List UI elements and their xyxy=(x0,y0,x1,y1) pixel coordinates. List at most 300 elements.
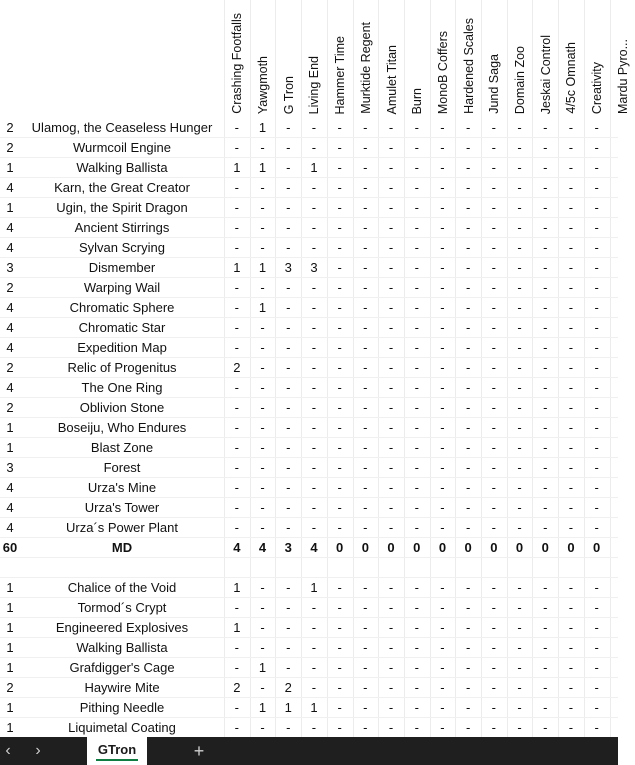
matchup-value-cell[interactable]: - xyxy=(543,260,548,275)
matchup-value-cell[interactable]: 1 xyxy=(258,660,267,675)
matchup-value-cell[interactable]: - xyxy=(414,700,419,715)
matchup-value-cell[interactable]: - xyxy=(491,240,497,255)
matchup-value-cell[interactable]: - xyxy=(543,120,548,135)
matchup-value-cell[interactable]: - xyxy=(465,200,471,215)
matchup-value-cell[interactable]: - xyxy=(491,480,497,495)
matchup-value-cell[interactable]: - xyxy=(286,620,291,635)
matchup-value-cell[interactable]: - xyxy=(594,600,599,615)
matchup-value-cell[interactable]: - xyxy=(311,420,317,435)
card-name-cell[interactable]: Sylvan Scrying xyxy=(79,240,165,255)
matchup-value-cell[interactable]: - xyxy=(491,700,497,715)
matchup-value-cell[interactable]: - xyxy=(465,280,471,295)
matchup-value-cell[interactable]: - xyxy=(414,500,419,515)
matchup-value-cell[interactable]: - xyxy=(286,140,291,155)
matchup-value-cell[interactable]: - xyxy=(440,320,445,335)
matchup-value-cell[interactable]: - xyxy=(260,320,265,335)
matchup-value-cell[interactable]: - xyxy=(517,340,522,355)
card-name-cell[interactable]: Grafdigger's Cage xyxy=(69,660,175,675)
matchup-value-cell[interactable]: - xyxy=(568,480,574,495)
matchup-value-cell[interactable]: - xyxy=(363,480,368,495)
column-header[interactable] xyxy=(584,0,610,118)
card-count-cell[interactable]: 2 xyxy=(6,140,14,155)
matchup-value-cell[interactable]: - xyxy=(594,200,599,215)
table-row[interactable] xyxy=(0,658,618,678)
matchup-value-cell[interactable]: - xyxy=(286,180,291,195)
matchup-value-cell[interactable]: 1 xyxy=(233,580,241,595)
matchup-value-cell[interactable]: - xyxy=(363,180,368,195)
matchup-value-cell[interactable]: - xyxy=(388,660,394,675)
card-count-cell[interactable]: 2 xyxy=(6,280,14,295)
matchup-value-cell[interactable]: - xyxy=(363,440,368,455)
matchup-value-cell[interactable]: - xyxy=(388,380,394,395)
matchup-value-cell[interactable]: 0 xyxy=(464,540,472,555)
card-name-cell[interactable]: Karn, the Great Creator xyxy=(54,180,190,195)
matchup-value-cell[interactable]: - xyxy=(337,640,342,655)
card-count-cell[interactable]: 4 xyxy=(6,180,14,195)
matchup-value-cell[interactable]: - xyxy=(337,340,342,355)
matchup-value-cell[interactable]: - xyxy=(568,320,574,335)
matchup-value-cell[interactable]: - xyxy=(543,640,548,655)
card-name-cell[interactable]: The One Ring xyxy=(81,380,163,395)
matchup-value-cell[interactable]: - xyxy=(337,580,342,595)
matchup-value-cell[interactable]: - xyxy=(363,260,368,275)
sheet-tab-gtron[interactable] xyxy=(87,737,147,765)
matchup-value-cell[interactable]: 2 xyxy=(284,680,292,695)
matchup-value-cell[interactable]: - xyxy=(465,600,471,615)
matchup-value-cell[interactable]: - xyxy=(491,460,497,475)
matchup-value-cell[interactable]: - xyxy=(491,180,497,195)
table-row[interactable] xyxy=(0,158,618,178)
card-count-cell[interactable]: 4 xyxy=(6,240,14,255)
column-header[interactable] xyxy=(610,0,635,118)
card-count-cell[interactable]: 2 xyxy=(6,120,14,135)
matchup-value-cell[interactable]: - xyxy=(543,420,548,435)
matchup-value-cell[interactable]: 0 xyxy=(413,540,421,555)
matchup-value-cell[interactable]: - xyxy=(491,660,497,675)
matchup-value-cell[interactable]: - xyxy=(337,480,342,495)
matchup-value-cell[interactable]: - xyxy=(440,380,445,395)
matchup-value-cell[interactable]: - xyxy=(568,360,574,375)
matchup-value-cell[interactable]: - xyxy=(517,680,522,695)
matchup-value-cell[interactable]: - xyxy=(414,720,419,735)
table-row[interactable] xyxy=(0,578,618,598)
matchup-value-cell[interactable]: - xyxy=(337,600,342,615)
matchup-value-cell[interactable]: - xyxy=(311,360,317,375)
matchup-value-cell[interactable]: - xyxy=(568,700,574,715)
matchup-value-cell[interactable]: - xyxy=(286,240,291,255)
matchup-value-cell[interactable]: - xyxy=(517,320,522,335)
matchup-value-cell[interactable]: - xyxy=(440,240,445,255)
matchup-value-cell[interactable]: - xyxy=(440,580,445,595)
matchup-value-cell[interactable]: - xyxy=(517,420,522,435)
table-row[interactable] xyxy=(0,438,618,458)
matchup-value-cell[interactable]: - xyxy=(491,520,497,535)
matchup-value-cell[interactable]: - xyxy=(543,400,548,415)
matchup-value-cell[interactable]: - xyxy=(440,300,445,315)
matchup-value-cell[interactable]: - xyxy=(311,460,317,475)
matchup-value-cell[interactable]: - xyxy=(234,240,240,255)
matchup-value-cell[interactable]: - xyxy=(234,640,240,655)
column-header[interactable] xyxy=(378,0,404,118)
matchup-value-cell[interactable]: - xyxy=(388,300,394,315)
matchup-value-cell[interactable]: - xyxy=(311,680,317,695)
column-header[interactable] xyxy=(327,0,353,118)
matchup-value-cell[interactable]: - xyxy=(414,680,419,695)
matchup-value-cell[interactable]: - xyxy=(234,320,240,335)
matchup-value-cell[interactable]: - xyxy=(388,720,394,735)
matchup-value-cell[interactable]: - xyxy=(311,140,317,155)
matchup-value-cell[interactable]: - xyxy=(465,240,471,255)
matchup-value-cell[interactable]: - xyxy=(337,620,342,635)
card-count-cell[interactable]: 4 xyxy=(6,300,14,315)
matchup-value-cell[interactable]: - xyxy=(568,240,574,255)
matchup-value-cell[interactable]: - xyxy=(286,440,291,455)
matchup-value-cell[interactable]: - xyxy=(363,600,368,615)
matchup-value-cell[interactable]: - xyxy=(363,420,368,435)
card-count-cell[interactable]: 1 xyxy=(6,580,14,595)
matchup-value-cell[interactable]: - xyxy=(363,520,368,535)
matchup-value-cell[interactable]: - xyxy=(568,680,574,695)
matchup-value-cell[interactable]: - xyxy=(517,240,522,255)
card-count-cell[interactable]: 1 xyxy=(6,200,14,215)
matchup-value-cell[interactable]: - xyxy=(491,140,497,155)
matchup-value-cell[interactable]: - xyxy=(363,360,368,375)
card-name-cell[interactable]: Wurmcoil Engine xyxy=(72,140,172,155)
matchup-value-cell[interactable]: - xyxy=(543,180,548,195)
matchup-value-cell[interactable]: - xyxy=(337,420,342,435)
matchup-value-cell[interactable]: - xyxy=(594,620,599,635)
matchup-value-cell[interactable]: - xyxy=(260,180,265,195)
matchup-value-cell[interactable]: - xyxy=(311,240,317,255)
matchup-value-cell[interactable]: 0 xyxy=(567,540,575,555)
matchup-value-cell[interactable]: - xyxy=(440,440,445,455)
matchup-value-cell[interactable]: 0 xyxy=(515,540,524,555)
matchup-value-cell[interactable]: - xyxy=(517,700,522,715)
matchup-value-cell[interactable]: - xyxy=(311,440,317,455)
matchup-value-cell[interactable]: - xyxy=(491,260,497,275)
matchup-value-cell[interactable]: - xyxy=(260,240,265,255)
matchup-value-cell[interactable]: - xyxy=(337,460,342,475)
matchup-value-cell[interactable]: - xyxy=(517,480,522,495)
matchup-value-cell[interactable]: - xyxy=(337,140,342,155)
matchup-value-cell[interactable]: 1 xyxy=(258,260,267,275)
matchup-value-cell[interactable]: - xyxy=(594,720,599,735)
matchup-value-cell[interactable]: - xyxy=(388,360,394,375)
matchup-value-cell[interactable]: - xyxy=(517,200,522,215)
matchup-value-cell[interactable]: - xyxy=(260,440,265,455)
matchup-value-cell[interactable]: - xyxy=(388,500,394,515)
matchup-value-cell[interactable]: - xyxy=(311,480,317,495)
matchup-value-cell[interactable]: - xyxy=(234,480,240,495)
matchup-value-cell[interactable]: - xyxy=(594,520,599,535)
column-header[interactable] xyxy=(224,0,250,118)
column-header[interactable] xyxy=(404,0,430,118)
matchup-value-cell[interactable]: - xyxy=(568,160,574,175)
column-header[interactable] xyxy=(558,0,584,118)
matchup-value-cell[interactable]: - xyxy=(465,120,471,135)
card-name-cell[interactable]: Relic of Progenitus xyxy=(67,360,177,375)
card-name-cell[interactable]: Boseiju, Who Endures xyxy=(57,420,187,435)
matchup-value-cell[interactable]: - xyxy=(440,180,445,195)
card-name-cell[interactable]: Blast Zone xyxy=(90,440,154,455)
matchup-value-cell[interactable]: - xyxy=(337,520,342,535)
matchup-value-cell[interactable]: - xyxy=(440,660,445,675)
matchup-value-cell[interactable]: - xyxy=(543,300,548,315)
matchup-value-cell[interactable]: - xyxy=(388,680,394,695)
matchup-value-cell[interactable]: - xyxy=(543,660,548,675)
matchup-value-cell[interactable]: - xyxy=(260,280,265,295)
card-name-cell[interactable]: Warping Wail xyxy=(83,280,161,295)
card-name-cell[interactable]: Chromatic Sphere xyxy=(69,300,175,315)
matchup-value-cell[interactable]: - xyxy=(286,580,291,595)
matchup-value-cell[interactable]: - xyxy=(388,620,394,635)
card-name-cell[interactable]: Forest xyxy=(103,460,141,475)
matchup-value-cell[interactable]: - xyxy=(414,640,419,655)
matchup-value-cell[interactable]: - xyxy=(311,280,317,295)
matchup-value-cell[interactable]: - xyxy=(414,280,419,295)
matchup-value-cell[interactable]: - xyxy=(286,340,291,355)
matchup-value-cell[interactable]: - xyxy=(491,200,497,215)
card-name-cell[interactable]: Haywire Mite xyxy=(84,680,160,695)
matchup-value-cell[interactable]: - xyxy=(543,600,548,615)
matchup-value-cell[interactable]: - xyxy=(440,420,445,435)
card-name-cell[interactable]: Expedition Map xyxy=(77,340,167,355)
matchup-value-cell[interactable]: - xyxy=(543,320,548,335)
matchup-value-cell[interactable]: - xyxy=(286,300,291,315)
matchup-value-cell[interactable]: 1 xyxy=(233,160,241,175)
matchup-value-cell[interactable]: - xyxy=(517,600,522,615)
matchup-value-cell[interactable]: 0 xyxy=(490,540,498,555)
matchup-value-cell[interactable]: - xyxy=(260,480,265,495)
matchup-value-cell[interactable]: - xyxy=(234,500,240,515)
matchup-value-cell[interactable]: - xyxy=(286,420,291,435)
matchup-value-cell[interactable]: - xyxy=(414,580,419,595)
matchup-value-cell[interactable]: - xyxy=(234,280,240,295)
matchup-value-cell[interactable]: - xyxy=(337,360,342,375)
matchup-value-cell[interactable]: - xyxy=(517,400,522,415)
table-row[interactable] xyxy=(0,318,618,338)
matchup-value-cell[interactable]: - xyxy=(388,180,394,195)
matchup-value-cell[interactable]: - xyxy=(568,380,574,395)
add-sheet-plus-icon[interactable]: + xyxy=(193,741,205,761)
matchup-value-cell[interactable]: - xyxy=(594,440,599,455)
matchup-value-cell[interactable]: - xyxy=(286,360,291,375)
matchup-value-cell[interactable]: - xyxy=(568,140,574,155)
matchup-value-cell[interactable]: - xyxy=(234,700,240,715)
matchup-value-cell[interactable]: - xyxy=(414,220,419,235)
matchup-value-cell[interactable]: - xyxy=(440,340,445,355)
table-row[interactable] xyxy=(0,478,618,498)
matchup-value-cell[interactable]: - xyxy=(465,480,471,495)
card-name-cell[interactable]: Tormod´s Crypt xyxy=(77,600,167,615)
matchup-value-cell[interactable]: - xyxy=(594,480,599,495)
matchup-value-cell[interactable]: - xyxy=(363,160,368,175)
matchup-value-cell[interactable]: - xyxy=(465,140,471,155)
card-count-cell[interactable]: 4 xyxy=(6,340,14,355)
matchup-value-cell[interactable]: - xyxy=(465,700,471,715)
matchup-value-cell[interactable]: - xyxy=(234,180,240,195)
matchup-value-cell[interactable]: - xyxy=(594,240,599,255)
matchup-value-cell[interactable]: - xyxy=(594,320,599,335)
matchup-value-cell[interactable]: - xyxy=(388,140,394,155)
matchup-value-cell[interactable]: - xyxy=(414,520,419,535)
table-row[interactable] xyxy=(0,138,618,158)
matchup-value-cell[interactable]: - xyxy=(234,220,240,235)
matchup-value-cell[interactable]: - xyxy=(594,700,599,715)
matchup-value-cell[interactable]: - xyxy=(286,600,291,615)
matchup-value-cell[interactable]: - xyxy=(414,400,419,415)
matchup-value-cell[interactable]: - xyxy=(260,360,265,375)
table-row[interactable] xyxy=(0,398,618,418)
matchup-value-cell[interactable]: - xyxy=(337,260,342,275)
matchup-value-cell[interactable]: - xyxy=(491,220,497,235)
matchup-value-cell[interactable]: - xyxy=(465,620,471,635)
matchup-value-cell[interactable]: - xyxy=(363,320,368,335)
matchup-value-cell[interactable]: - xyxy=(363,700,368,715)
matchup-value-cell[interactable]: - xyxy=(568,720,574,735)
matchup-value-cell[interactable]: - xyxy=(465,160,471,175)
matchup-value-cell[interactable]: - xyxy=(543,160,548,175)
matchup-value-cell[interactable]: - xyxy=(440,200,445,215)
card-name-cell[interactable]: Dismember xyxy=(88,260,156,275)
matchup-value-cell[interactable]: - xyxy=(363,580,368,595)
matchup-value-cell[interactable]: - xyxy=(440,500,445,515)
matchup-value-cell[interactable]: 2 xyxy=(233,360,241,375)
matchup-value-cell[interactable]: - xyxy=(568,500,574,515)
table-row[interactable] xyxy=(0,518,618,538)
matchup-value-cell[interactable]: - xyxy=(440,640,445,655)
card-count-cell[interactable]: 60 xyxy=(2,540,18,555)
table-row[interactable] xyxy=(0,218,618,238)
prev-sheet-arrow-icon[interactable]: ‹ xyxy=(5,742,11,759)
matchup-value-cell[interactable]: - xyxy=(388,700,394,715)
matchup-value-cell[interactable]: 1 xyxy=(258,700,267,715)
matchup-value-cell[interactable]: - xyxy=(568,660,574,675)
card-count-cell[interactable]: 1 xyxy=(6,420,14,435)
matchup-value-cell[interactable]: - xyxy=(465,340,471,355)
matchup-value-cell[interactable]: - xyxy=(543,380,548,395)
matchup-value-cell[interactable]: - xyxy=(543,620,548,635)
card-name-cell[interactable]: Walking Ballista xyxy=(76,160,168,175)
matchup-value-cell[interactable]: - xyxy=(491,300,497,315)
matchup-value-cell[interactable]: - xyxy=(311,500,317,515)
matchup-value-cell[interactable]: - xyxy=(465,260,471,275)
table-row[interactable] xyxy=(0,678,618,698)
matchup-value-cell[interactable]: - xyxy=(594,360,599,375)
matchup-value-cell[interactable]: - xyxy=(363,300,368,315)
matchup-value-cell[interactable]: - xyxy=(414,480,419,495)
matchup-value-cell[interactable]: - xyxy=(568,420,574,435)
card-name-cell[interactable]: Ulamog, the Ceaseless Hunger xyxy=(31,120,213,135)
matchup-value-cell[interactable]: - xyxy=(517,120,522,135)
matchup-value-cell[interactable]: - xyxy=(491,620,497,635)
matchup-value-cell[interactable]: - xyxy=(440,160,445,175)
card-count-cell[interactable]: 1 xyxy=(6,640,14,655)
matchup-value-cell[interactable]: - xyxy=(594,180,599,195)
column-header[interactable] xyxy=(250,0,276,118)
matchup-value-cell[interactable]: - xyxy=(517,280,522,295)
matchup-value-cell[interactable]: - xyxy=(388,420,394,435)
matchup-value-cell[interactable]: - xyxy=(465,180,471,195)
matchup-value-cell[interactable]: - xyxy=(491,120,497,135)
matchup-value-cell[interactable]: - xyxy=(234,120,240,135)
matchup-value-cell[interactable]: - xyxy=(568,280,574,295)
card-count-cell[interactable]: 2 xyxy=(6,360,14,375)
matchup-value-cell[interactable]: 1 xyxy=(310,160,318,175)
matchup-value-cell[interactable]: - xyxy=(465,720,471,735)
matchup-value-cell[interactable]: - xyxy=(363,240,368,255)
card-count-cell[interactable]: 4 xyxy=(6,520,14,535)
card-name-cell[interactable]: Ancient Stirrings xyxy=(74,220,170,235)
matchup-value-cell[interactable]: - xyxy=(234,300,240,315)
matchup-value-cell[interactable]: - xyxy=(594,340,599,355)
matchup-value-cell[interactable]: - xyxy=(311,180,317,195)
matchup-value-cell[interactable]: - xyxy=(234,600,240,615)
matchup-value-cell[interactable]: - xyxy=(440,460,445,475)
matchup-value-cell[interactable]: - xyxy=(414,460,419,475)
matchup-value-cell[interactable]: - xyxy=(517,360,522,375)
matchup-value-cell[interactable]: 0 xyxy=(361,540,369,555)
matchup-value-cell[interactable]: - xyxy=(388,600,394,615)
matchup-value-cell[interactable]: - xyxy=(260,220,265,235)
matchup-value-cell[interactable]: - xyxy=(260,680,265,695)
matchup-value-cell[interactable]: 3 xyxy=(284,540,292,555)
matchup-value-cell[interactable]: - xyxy=(543,680,548,695)
matchup-value-cell[interactable]: - xyxy=(363,660,368,675)
matchup-value-cell[interactable]: - xyxy=(234,440,240,455)
matchup-value-cell[interactable]: - xyxy=(337,400,342,415)
matchup-value-cell[interactable]: - xyxy=(388,280,394,295)
matchup-value-cell[interactable]: - xyxy=(337,180,342,195)
matchup-value-cell[interactable]: - xyxy=(440,680,445,695)
card-count-cell[interactable]: 1 xyxy=(6,620,14,635)
column-header[interactable] xyxy=(481,0,507,118)
matchup-value-cell[interactable]: - xyxy=(388,340,394,355)
matchup-value-cell[interactable]: - xyxy=(491,400,497,415)
matchup-value-cell[interactable]: - xyxy=(311,640,317,655)
matchup-value-cell[interactable]: - xyxy=(260,500,265,515)
matchup-value-cell[interactable]: - xyxy=(594,280,599,295)
table-row[interactable] xyxy=(0,618,618,638)
matchup-value-cell[interactable]: - xyxy=(568,340,574,355)
matchup-value-cell[interactable]: - xyxy=(517,640,522,655)
matchup-value-cell[interactable]: - xyxy=(363,640,368,655)
matchup-value-cell[interactable]: - xyxy=(594,640,599,655)
matchup-value-cell[interactable]: - xyxy=(543,720,548,735)
matchup-value-cell[interactable]: - xyxy=(414,440,419,455)
table-row[interactable] xyxy=(0,278,618,298)
matchup-value-cell[interactable]: - xyxy=(337,320,342,335)
matchup-value-cell[interactable]: - xyxy=(594,300,599,315)
matchup-value-cell[interactable]: - xyxy=(517,260,522,275)
matchup-value-cell[interactable]: - xyxy=(594,220,599,235)
matchup-value-cell[interactable]: - xyxy=(491,640,497,655)
matchup-value-cell[interactable]: - xyxy=(260,460,265,475)
matchup-value-cell[interactable]: - xyxy=(414,340,419,355)
matchup-value-cell[interactable]: - xyxy=(440,220,445,235)
matchup-value-cell[interactable]: - xyxy=(234,720,240,735)
matchup-value-cell[interactable]: - xyxy=(465,640,471,655)
matchup-value-cell[interactable]: - xyxy=(594,120,599,135)
matchup-value-cell[interactable]: - xyxy=(363,400,368,415)
matchup-value-cell[interactable]: - xyxy=(260,580,265,595)
matchup-value-cell[interactable]: - xyxy=(286,480,291,495)
matchup-value-cell[interactable]: - xyxy=(440,620,445,635)
matchup-value-cell[interactable]: - xyxy=(440,140,445,155)
column-header[interactable] xyxy=(430,0,456,118)
matchup-value-cell[interactable]: - xyxy=(234,380,240,395)
card-count-cell[interactable]: 4 xyxy=(6,220,14,235)
